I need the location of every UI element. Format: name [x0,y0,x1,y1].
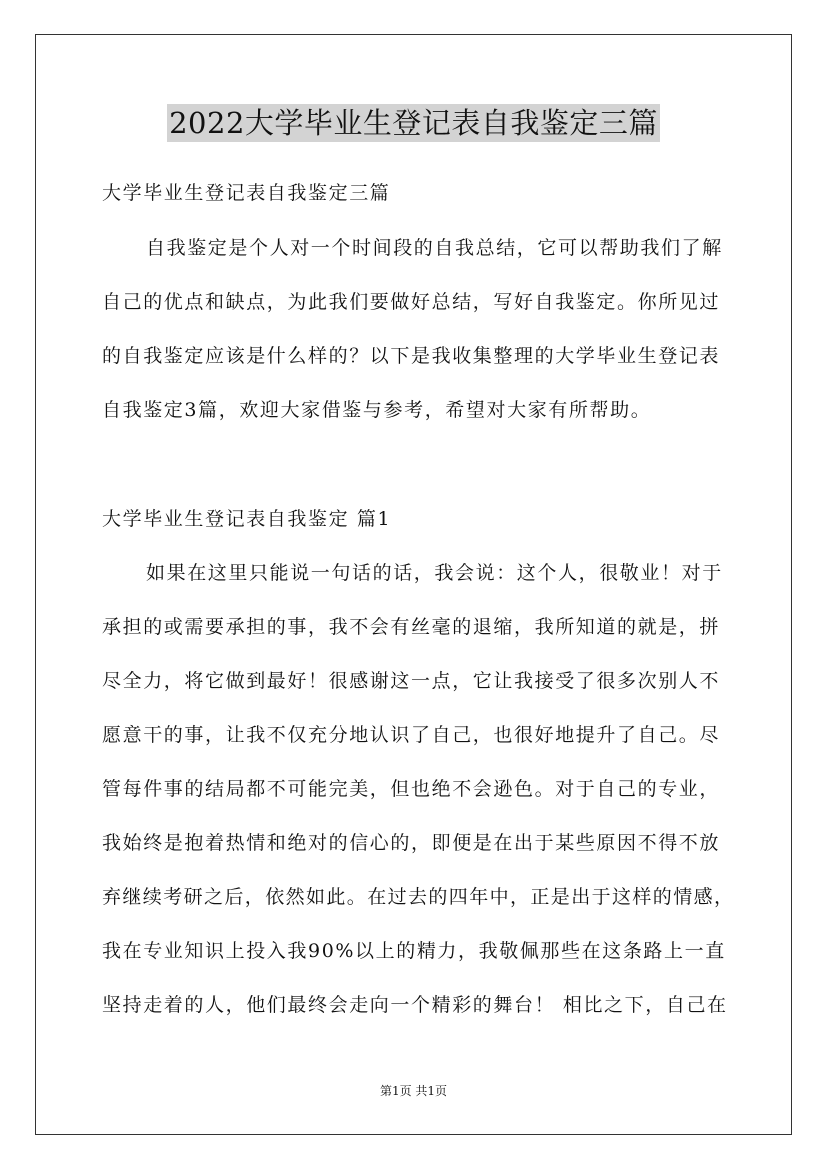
body-line: 坚持走着的人，他们最终会走向一个精彩的舞台！ 相比之下，自己在 [102,994,728,1016]
body-line: 弃继续考研之后，依然如此。在过去的四年中，正是出于这样的情感， [102,886,735,908]
body-line: 愿意干的事，让我不仅充分地认识了自己，也很好地提升了自己。尽 [102,724,721,746]
body-line: 我在专业知识上投入我90%以上的精力，我敬佩那些在这条路上一直 [102,940,726,962]
body-line: 尽全力，将它做到最好！很感谢这一点，它让我接受了很多次别人不 [102,670,721,692]
body-line: 管每件事的结局都不可能完美，但也绝不会逊色。对于自己的专业， [102,778,721,800]
intro-line: 自己的优点和缺点，为此我们要做好总结，写好自我鉴定。你所见过 [102,291,721,313]
intro-line: 的自我鉴定应该是什么样的？以下是我收集整理的大学毕业生登记表 [102,345,721,367]
title-container [0,104,827,142]
body-line: 承担的或需要承担的事，我不会有丝毫的退缩，我所知道的就是，拼 [102,616,721,638]
intro-line: 自我鉴定是个人对一个时间段的自我总结，它可以帮助我们了解 [146,237,723,259]
subtitle: 大学毕业生登记表自我鉴定三篇 [102,182,391,204]
body-line: 我始终是抱着热情和绝对的信心的，即便是在出于某些原因不得不放 [102,832,721,854]
body-line: 如果在这里只能说一句话的话，我会说：这个人，很敬业！对于 [146,562,723,584]
page-footer: 第1页 共1页 [379,1084,448,1098]
section-heading: 大学毕业生登记表自我鉴定 篇1 [102,508,392,530]
document-title: 2022大学毕业生登记表自我鉴定三篇 [169,106,658,140]
intro-line: 自我鉴定3篇，欢迎大家借鉴与参考，希望对大家有所帮助。 [102,399,652,421]
